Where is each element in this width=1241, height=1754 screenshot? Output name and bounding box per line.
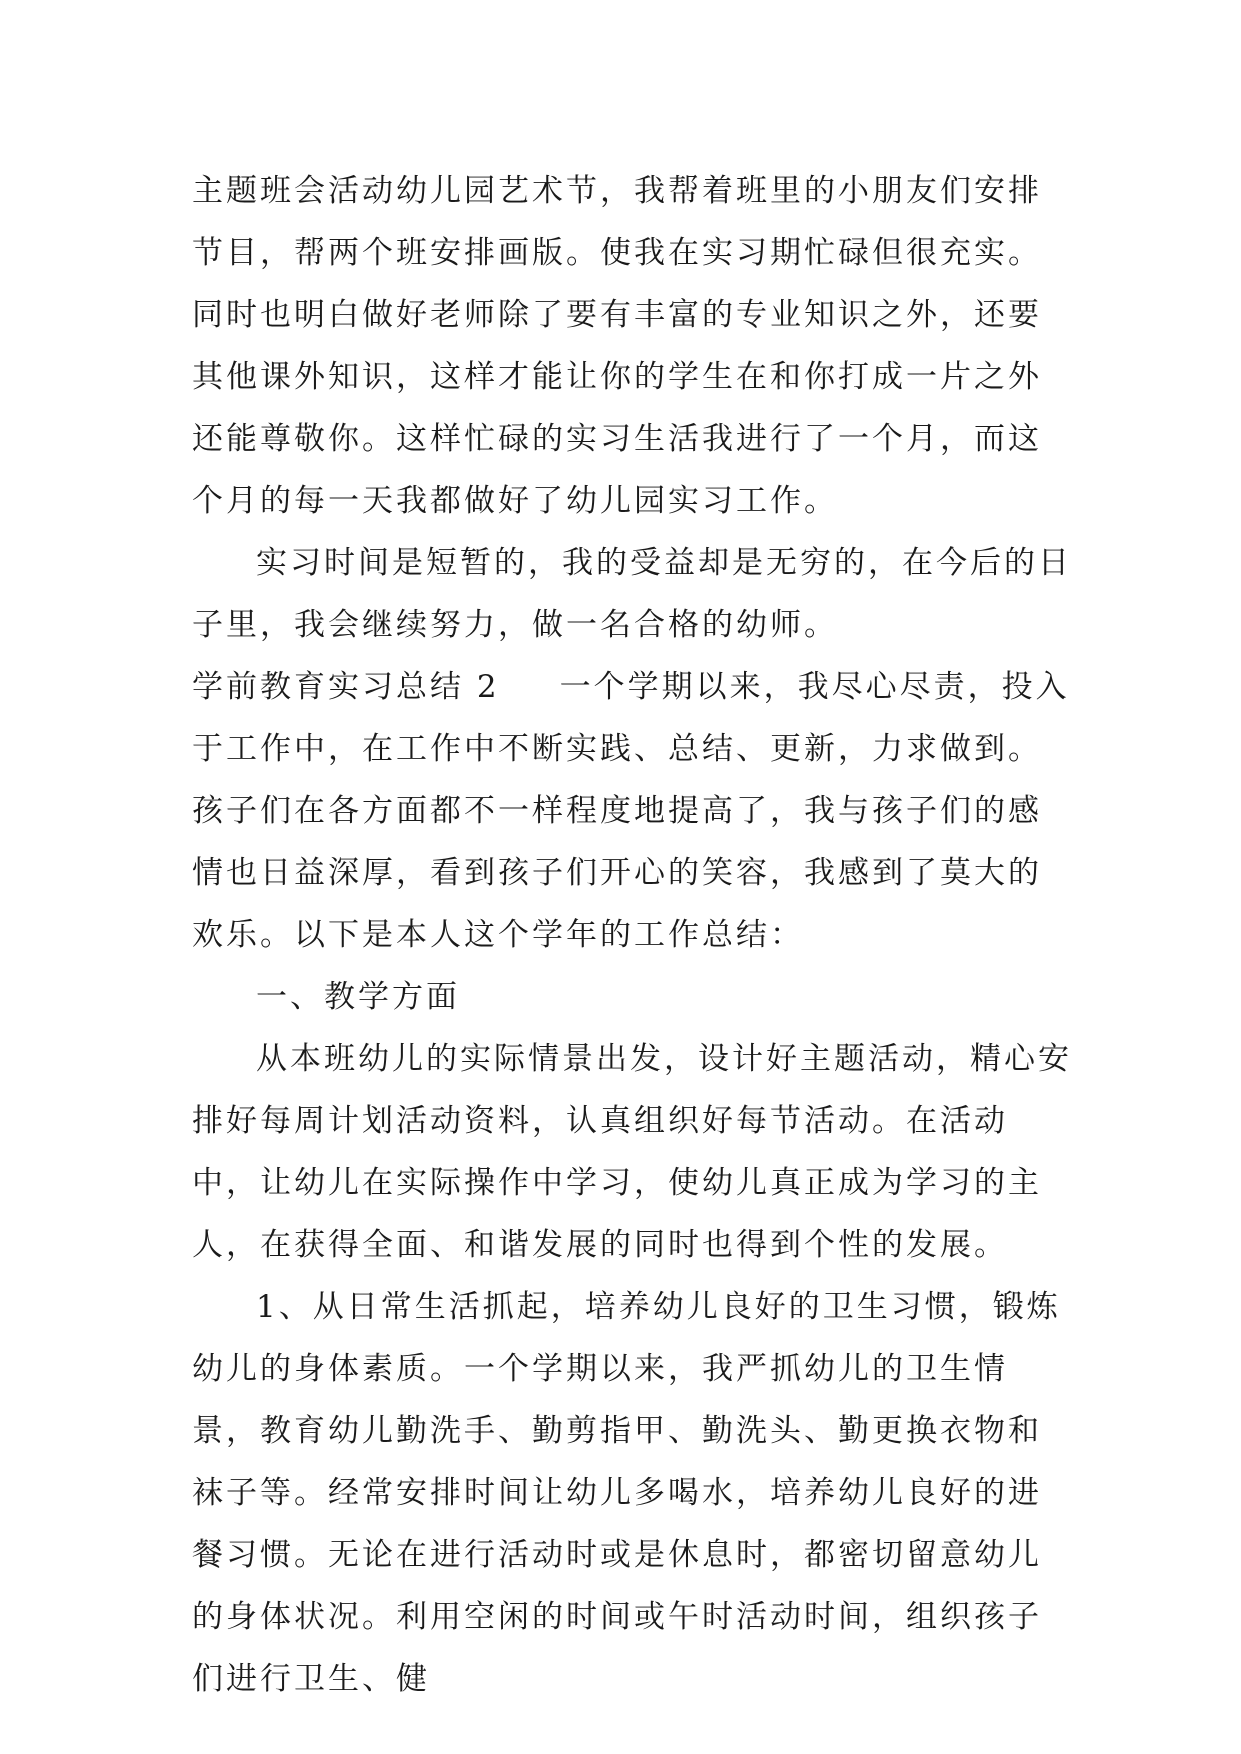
section-title: 学前教育实习总结 2 xyxy=(192,669,500,705)
subheading-teaching: 一、教学方面 xyxy=(256,979,460,1015)
paragraph-continuation: 主题班会活动幼儿园艺术节，我帮着班里的小朋友们安排节目，帮两个班安排画版。使我在实习期忙碌但很充实。同时也明白做好老师除了要有丰富的专业知识之外，还要其他课外知识，这样才能让你的学生在和你打成一片之外还能尊敬你。这样忙碌的实习生活我进行了一个月，而这个月的每一天我都做好了幼儿园实习工作。 xyxy=(192,173,1042,519)
document-body xyxy=(192,160,1072,1710)
paragraph-hygiene: 1、从日常生活抓起，培养幼儿良好的卫生习惯，锻炼幼儿的身体素质。一个学期以来，我严抓幼儿的卫生情景，教育幼儿勤洗手、勤剪指甲、勤洗头、勤更换衣物和袜子等。经常安排时间让幼儿多喝水，培养幼儿良好的进餐习惯。无论在进行活动时或是休息时，都密切留意幼儿的身体状况。利用空闲的时间或午时活动时间，组织孩子们进行卫生、健 xyxy=(192,1289,1061,1697)
paragraph-teaching: 从本班幼儿的实际情景出发，设计好主题活动，精心安排好每周计划活动资料，认真组织好每节活动。在活动中，让幼儿在实际操作中学习，使幼儿真正成为学习的主人，在获得全面、和谐发展的同时也得到个性的发展。 xyxy=(192,1041,1072,1263)
section-intro: 一个学期以来，我尽心尽责，投入于工作中，在工作中不断实践、总结、更新，力求做到。孩子们在各方面都不一样程度地提高了，我与孩子们的感情也日益深厚，看到孩子们开心的笑容，我感到了莫大的欢乐。以下是本人这个学年的工作总结： xyxy=(192,669,1070,953)
paragraph-conclusion: 实习时间是短暂的，我的受益却是无穷的，在今后的日子里，我会继续努力，做一名合格的幼师。 xyxy=(192,545,1072,643)
section-paragraph xyxy=(192,656,1072,966)
